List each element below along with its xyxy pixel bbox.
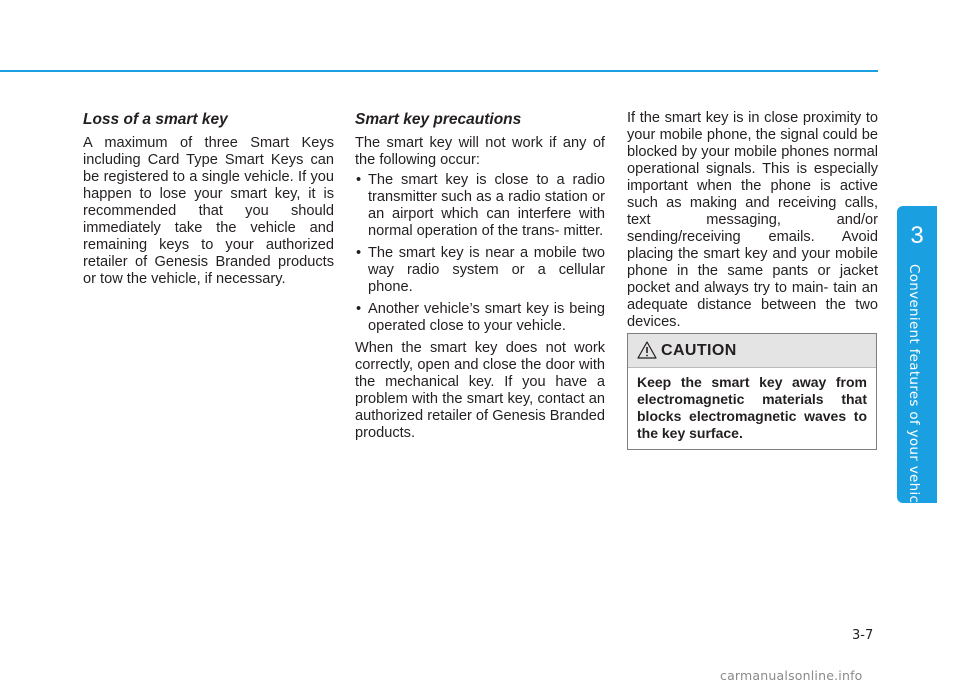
caution-label: CAUTION <box>661 342 737 359</box>
section-title: Loss of a smart key <box>83 111 228 128</box>
chapter-number: 3 <box>910 222 924 249</box>
intro-paragraph: The smart key will not work if any of the following occur: <box>355 135 605 168</box>
bullet-icon: • <box>356 301 362 317</box>
chapter-title: Convenient features of your vehicle <box>906 264 922 516</box>
list-item <box>355 245 605 296</box>
list-item <box>355 301 605 335</box>
list-item-text: Another vehicle’s smart key is being operated close to your vehicle. <box>368 301 605 334</box>
caution-text: Keep the smart key away from electromagnetic materials that blocks electromagnetic waves to the key surface. <box>637 374 867 441</box>
section-mobile-phone-note <box>627 110 878 331</box>
list-item <box>355 172 605 240</box>
body-paragraph: When the smart key does not work correctly, open and close the door with the mechanical key. If you have a problem with the smart key, contact an authorized retailer of Genesis Branded products. <box>355 340 605 441</box>
body-paragraph: If the smart key is in close proximity to your mobile phone, the signal could be blocked by your mobile phones normal operational signals. This is especially important when the phone is active such as making and receiving calls, text messaging, and/or sending/receiving emails. Avoid placing the smart key and your mobile phone in the same pants or jacket pocket and always try to main- tain an adequate distance between the two devices. <box>627 110 878 330</box>
list-item-text: The smart key is close to a radio transmitter such as a radio station or an airport which can interfere with normal operation of the trans- mitter. <box>368 172 605 239</box>
body-paragraph: A maximum of three Smart Keys including Card Type Smart Keys can be registered to a single vehicle. If you happen to lose your smart key, it is recommended that you should immediately take the vehicle and remaining keys to your authorized retailer of Genesis Branded products or tow the vehicle, if necessary. <box>83 135 334 287</box>
watermark-link[interactable]: carmanualsonline.info <box>720 668 863 683</box>
warning-triangle-icon <box>637 341 657 359</box>
header-rule <box>0 70 878 72</box>
page-number: 3-7 <box>852 628 874 643</box>
caution-box <box>627 333 877 450</box>
list-item-text: The smart key is near a mobile two way radio system or a cellular phone. <box>368 245 605 295</box>
section-loss-of-smart-key <box>83 110 334 288</box>
chapter-tab[interactable] <box>897 206 937 516</box>
section-smart-key-precautions <box>355 110 605 442</box>
precautions-list <box>355 172 605 335</box>
section-title: Smart key precautions <box>355 111 522 128</box>
bullet-icon: • <box>356 245 362 261</box>
caution-header <box>628 334 876 368</box>
bullet-icon: • <box>356 172 362 188</box>
